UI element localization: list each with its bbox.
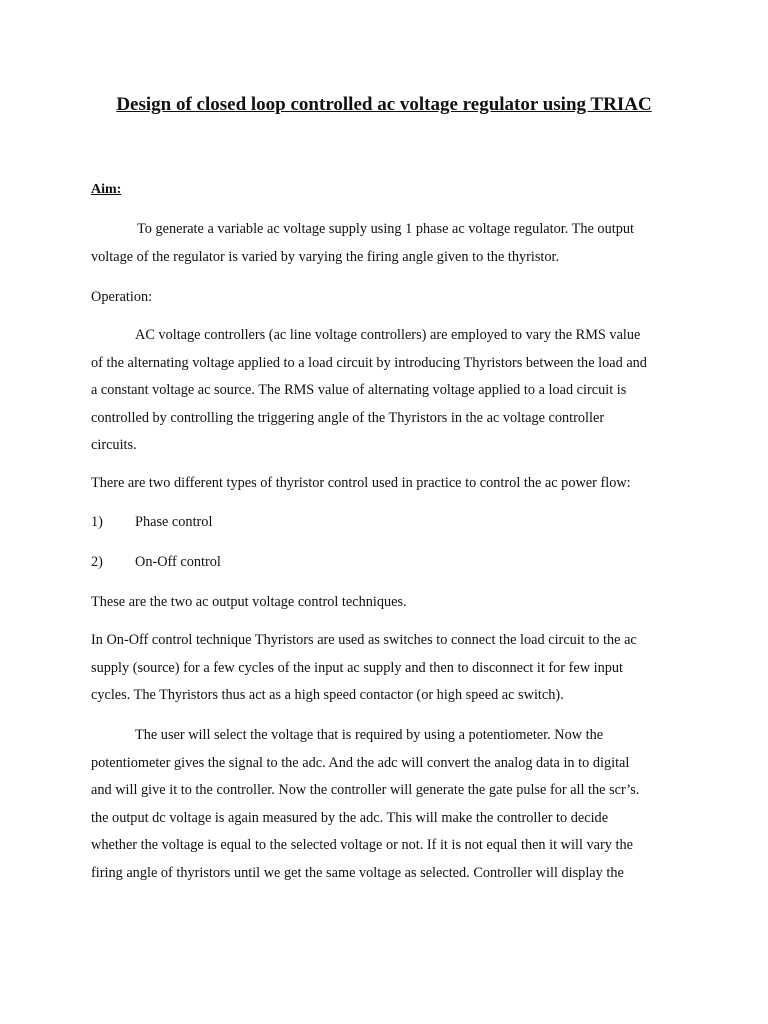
paragraph-line: To generate a variable ac voltage supply using 1 phase ac voltage regulator. The output xyxy=(137,221,634,237)
paragraph-line: potentiometer gives the signal to the adc. And the adc will convert the analog data in to digital xyxy=(91,754,630,771)
paragraph-line: supply (source) for a few cycles of the input ac supply and then to disconnect it for few input xyxy=(91,659,624,676)
list-text: Phase control xyxy=(135,514,213,530)
list-number: 2) xyxy=(91,554,103,570)
paragraph-line: cycles. The Thyristors thus act as a high speed contactor (or high speed ac switch). xyxy=(91,687,564,703)
paragraph-line: and will give it to the controller. Now the controller will generate the gate pulse for all the scr’s. xyxy=(91,782,640,798)
operation-label-text: Operation: xyxy=(91,289,153,305)
techniques-sentence xyxy=(91,589,691,617)
types-intro xyxy=(91,470,691,498)
operation-label xyxy=(91,284,691,312)
paragraph-line: of the alternating voltage applied to a load circuit by introducing Thyristors between the load and xyxy=(91,354,647,371)
list-item xyxy=(91,514,212,531)
user-paragraph xyxy=(91,722,691,887)
paragraph-line: There are two different types of thyristor control used in practice to control the ac power flow: xyxy=(91,475,631,491)
paragraph-line: voltage of the regulator is varied by varying the firing angle given to the thyristor. xyxy=(91,248,560,265)
paragraph-line: AC voltage controllers (ac line voltage controllers) are employed to vary the RMS value xyxy=(135,327,641,343)
list-item xyxy=(91,554,221,571)
paragraph-line: whether the voltage is equal to the selected voltage or not. If it is not equal then it will vary the xyxy=(91,837,633,853)
paragraph-line: The user will select the voltage that is required by using a potentiometer. Now the xyxy=(135,727,604,743)
operation-paragraph xyxy=(91,322,691,460)
paragraph-line: the output dc voltage is again measured by the adc. This will make the controller to decide xyxy=(91,809,609,826)
document-title: Design of closed loop controlled ac voltage regulator using TRIAC xyxy=(116,94,652,115)
aim-paragraph xyxy=(91,216,691,271)
onoff-paragraph xyxy=(91,627,691,710)
paragraph-line: These are the two ac output voltage control techniques. xyxy=(91,594,407,610)
paragraph-line: a constant voltage ac source. The RMS value of alternating voltage applied to a load circuit is xyxy=(91,382,627,398)
paragraph-line: controlled by controlling the triggering angle of the Thyristors in the ac voltage controller xyxy=(91,409,605,426)
paragraph-line: In On-Off control technique Thyristors are used as switches to connect the load circuit to the ac xyxy=(91,632,637,648)
list-text: On-Off control xyxy=(135,554,221,570)
paragraph-line: circuits. xyxy=(91,437,137,453)
paragraph-line: firing angle of thyristors until we get the same voltage as selected. Controller will display the xyxy=(91,864,624,881)
aim-heading: Aim: xyxy=(91,182,122,197)
list-number: 1) xyxy=(91,514,103,530)
